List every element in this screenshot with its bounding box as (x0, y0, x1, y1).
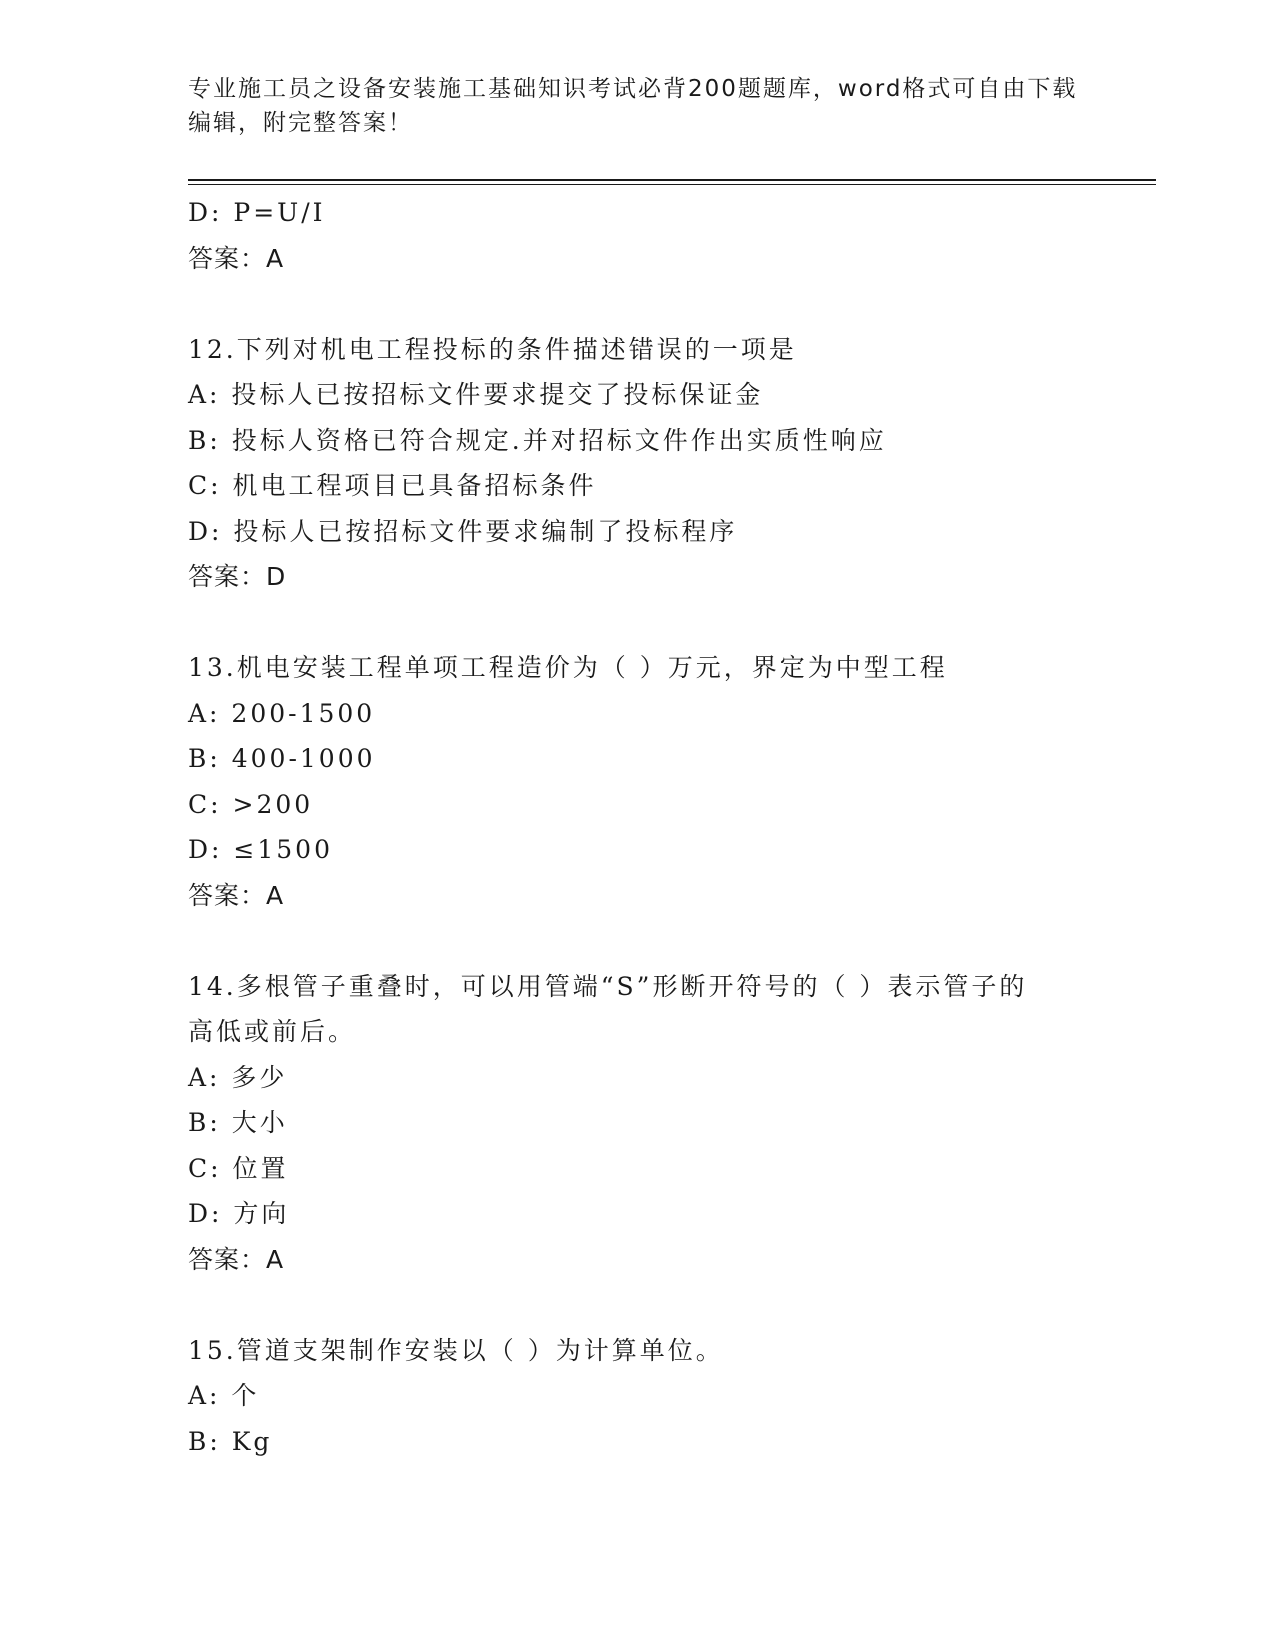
spacer (188, 281, 1088, 327)
document-header (188, 72, 1088, 140)
q12-answer: 答案：D (188, 562, 287, 591)
q14-stem-line2: 高低或前后。 (188, 1017, 357, 1046)
spacer (188, 1282, 1088, 1328)
q14-stem-line1: 14.多根管子重叠时，可以用管端“S”形断开符号的（ ）表示管子的 (188, 971, 1028, 1001)
header-title-line1: 专业施工员之设备安装施工基础知识考试必背200题题库，word格式可自由下载 (188, 76, 1078, 102)
header-title-line2: 编辑，附完整答案！ (188, 110, 413, 136)
q14-option-b: B: 大小 (188, 1108, 288, 1137)
q13-option-c: C: >200 (188, 789, 314, 819)
spacer (188, 600, 1088, 646)
q13-option-b: B: 400-1000 (188, 744, 376, 773)
question-list (188, 190, 1088, 1464)
header-divider-thin (188, 184, 1156, 185)
q13-answer: 答案：A (188, 880, 285, 910)
q15-stem: 15.管道支架制作安装以（ ）为计算单位。 (188, 1335, 724, 1365)
q14-answer: 答案：A (188, 1244, 285, 1274)
q12-option-a: A: 投标人已按招标文件要求提交了投标保证金 (188, 380, 764, 409)
q12-option-c: C: 机电工程项目已具备招标条件 (188, 471, 597, 500)
q14-option-d: D: 方向 (188, 1199, 290, 1228)
q11-option-d: D: P=U/I (188, 198, 326, 227)
q11-answer: 答案：A (188, 243, 285, 273)
spacer (188, 918, 1088, 964)
q14-option-c: C: 位置 (188, 1153, 289, 1183)
q12-option-d: D: 投标人已按招标文件要求编制了投标程序 (188, 516, 738, 546)
q12-option-b: B: 投标人资格已符合规定.并对招标文件作出实质性响应 (188, 425, 887, 455)
q15-option-a: A: 个 (188, 1381, 260, 1410)
q15-option-b: B: Kg (188, 1426, 273, 1456)
q12-stem: 12.下列对机电工程投标的条件描述错误的一项是 (188, 334, 797, 364)
q13-option-a: A: 200-1500 (188, 698, 376, 728)
q13-stem: 13.机电安装工程单项工程造价为（ ）万元，界定为中型工程 (188, 653, 948, 682)
q14-option-a: A: 多少 (188, 1062, 288, 1092)
q13-option-d: D: ≤1500 (188, 835, 333, 864)
header-divider-thick (188, 179, 1156, 181)
